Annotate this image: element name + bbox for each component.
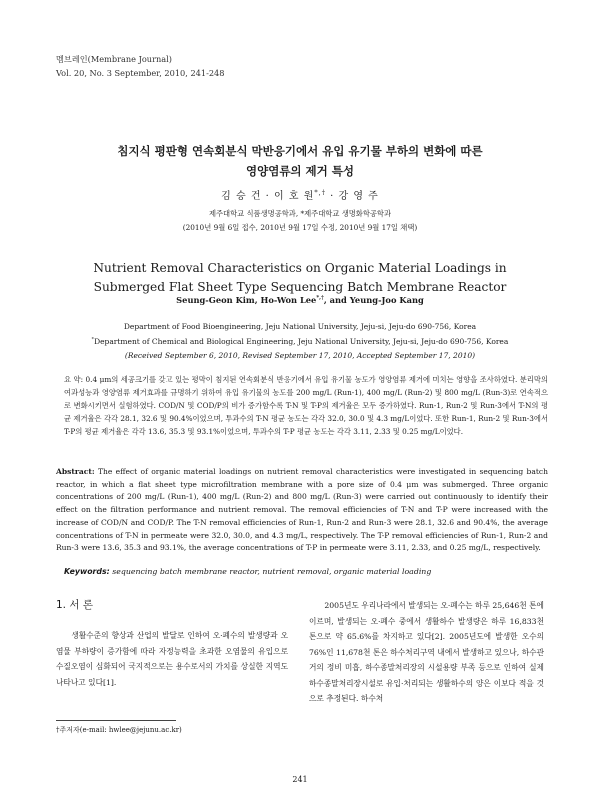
english-authors [0, 295, 600, 305]
english-abstract [56, 466, 548, 555]
page-number: 241 [292, 775, 308, 784]
english-author-mark: *,† [316, 295, 324, 302]
korean-title-line1: 침지식 평판형 연속회분식 막반응기에서 유입 유기물 부하의 변화에 따른 [117, 144, 483, 158]
english-affiliation [0, 320, 600, 364]
english-title-line2: Submerged Flat Sheet Type Sequencing Batch Membrane Reactor [93, 280, 507, 294]
korean-abstract-label: 요 약: [64, 375, 84, 384]
english-authors-main: Seung-Geon Kim, Ho-Won Lee [176, 295, 317, 305]
received-dates: (Received September 6, 2010, Revised September 17, 2010, Accepted September 17, 2010) [124, 351, 476, 360]
journal-header [56, 52, 224, 80]
english-affil-line1: Department of Food Bioengineering, Jeju National University, Jeju-si, Jeju-do 690-756, Korea [123, 322, 477, 331]
korean-title [0, 141, 600, 181]
keywords-label: Keywords: [64, 567, 110, 576]
section-heading: 1. 서 론 [56, 599, 93, 611]
korean-abstract-text: 0.4 μm의 세공크기를 갖고 있는 평막이 침지된 연속회분식 반응기에서 유입 유기물 농도가 영양염류 제거에 미치는 영향을 조사하였다. 분리막의 여과성능과 영양염류 제거효과를 규명하기 위하여 유입 유기물의 농도를 200 mg/L (Run-1), 400 mg/L (Run-2) 및 800 mg/L (Run-3)로 연속적으로 변화시키면서 실험하였다. COD/N 및 COD/P의 비가 증가함수록 T-N 및 T-P의 제거율은 모두 증가하였다. Run-1, Run-2 및 Run-3에서 T-N의 평균 제거율은 각각 28.1, 32.6 및 90.4%이었으며, 투과수의 T-N 평균 농도는 각각 32.0, 30.0 및 4.3 mg/L이었다. 또한 Run-1, Run-2 및 Run-3에서 T-P의 평균 제거율은 각각 13.6, 35.3 및 93.1%이었으며, 투과수의 T-P 평균 농도는 각각 3.11, 2.33 및 0.25 mg/L이었다. [64, 375, 548, 436]
korean-authors [0, 187, 600, 202]
korean-affil-line1: 제주대학교 식품생명공학과, *제주대학교 생명화학공학과 [208, 209, 392, 218]
korean-title-line2: 영양염류의 제거 특성 [246, 164, 354, 178]
english-affil-mark: * [91, 336, 95, 342]
korean-authors-main: 김 승 건 · 이 호 원 [221, 191, 315, 202]
body-column-left: 생활수준의 향상과 산업의 발달로 인하여 오·폐수의 발생량과 오염물 부하량이 증가함에 따라 자정능력을 초과한 오염물의 유입으로 수질오염이 심화되어 국지적으로는 용수로서의 가치를 상실한 지역도 나타나고 있다[1]. [56, 631, 288, 687]
keywords-text: sequencing batch membrane reactor, nutrient removal, organic material loading [109, 567, 432, 576]
english-title [0, 259, 600, 297]
english-title-line1: Nutrient Removal Characteristics on Organic Material Loadings in [93, 261, 507, 275]
english-affil-line2 [0, 335, 600, 350]
footnote-divider [56, 720, 176, 721]
english-abstract-label: Abstract: [56, 467, 95, 476]
english-affil-line2-text: Department of Chemical and Biological Engineering, Jeju National University, Jeju-si, Jeju-do 690-756, Korea [94, 336, 509, 346]
english-authors-tail: , and Yeung-Joo Kang [323, 295, 424, 305]
keywords [64, 567, 548, 576]
footnote: †주저자(e-mail: hwlee@jejunu.ac.kr) [56, 726, 182, 734]
korean-authors-tail: · 강 영 주 [325, 191, 379, 202]
english-abstract-text: The effect of organic material loadings on nutrient removal characteristics were investigated in sequencing batch reactor, in which a flat sheet type microfiltration membrane with a pore size of 0.4 μm was submerged. Three organic concentrations of 200 mg/L (Run-1), 400 mg/L (Run-2) and 800 mg/L (Run-3) were carried out continuously to identify their effect on the filtration performance and nutrient removal. The removal efficiencies of T-N and T-P were increased with the increase of COD/N and COD/P. The T-N removal efficiencies of Run-1, Run-2 and Run-3 were 28.1, 32.6 and 90.4%, the average concentrations of T-N in permeate were 32.0, 30.0, and 4.3 mg/L, respectively. The T-P removal efficiencies of Run-1, Run-2 and Run-3 were 13.6, 35.3 and 93.1%, the average concentrations of T-P in permeate were 3.11, 2.33, and 0.25 mg/L, respectively. [56, 467, 548, 553]
korean-affiliation [0, 207, 600, 235]
journal-volume: Vol. 20, No. 3 September, 2010, 241-248 [56, 68, 225, 78]
korean-abstract [64, 374, 548, 439]
korean-affil-line2: (2010년 9월 6일 접수, 2010년 9월 17일 수정, 2010년 9월 17일 채택) [182, 223, 418, 232]
body-column-right: 2005년도 우리나라에서 발생되는 오·폐수는 하루 25,646천 톤에 이르며, 발생되는 오·폐수 중에서 생활하수 발생량은 하루 16,833천 톤으로 약 65.6%를 차지하고 있다[2]. 2005년도에 발생한 오수의 76%인 11,678천 톤은 하수처리구역 내에서 발생하고 있으나, 하수관거의 정비 미흡, 하수종말처리장의 시설용량 부족 등으로 인하여 실제 하수종말처리장시설로 유입·처리되는 생활하수의 양은 이보다 적을 것으로 추정된다. 하수처 [309, 601, 544, 703]
korean-author-mark: *,† [314, 188, 326, 197]
journal-name: 멤브레인(Membrane Journal) [56, 54, 172, 64]
